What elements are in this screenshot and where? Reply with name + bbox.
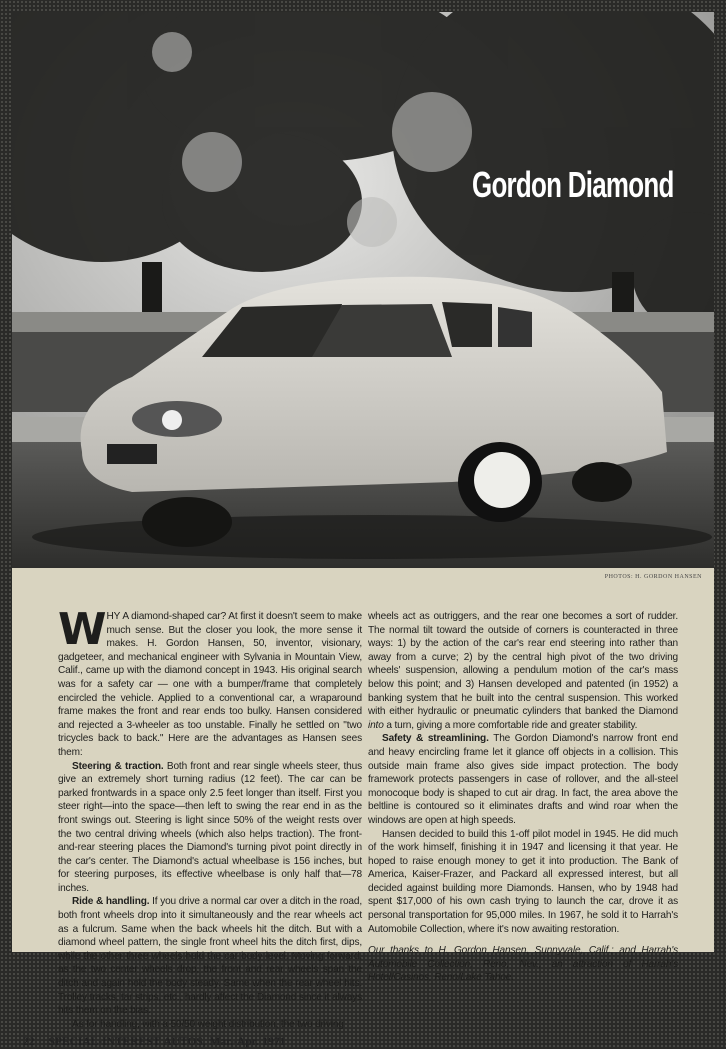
publication-line: SPECIAL-INTEREST AUTOS, Mar.-Apr. 1971 <box>48 1036 286 1049</box>
intro-text: HY A diamond-shaped car? At first it doesn't seem to make much sense. But the closer you look, the more sense it makes. H. Gordon Hansen, 50, inventor, visionary, gadgeteer, and mechanical engineer with Sylvania in Mountain View, Calif., came up with the diamond concept in 1943. His original search was for a safety car — one with a bumper/frame that completely encircled the vehicle. Applied to a conventional car, a wraparound frame makes the front and rear ends too bulky. Hansen considered and rejected a 3-wheeler as too unstable. Finally he settled on "two tricycles back to back." Here are the advantages as Hansen sees them: <box>58 611 362 758</box>
drop-cap: W <box>58 604 103 655</box>
history-paragraph: Hansen decided to build this 1-off pilot model in 1945. He did much of the work himself, finishing it in 1947 and licensing it that year. He hoped to raise enough money to get it into production. The Bank of America, Kaiser-Frazer, and Packard all expressed interest, but all decided against building more Diamonds. Hansen, who by 1948 had spent $17,000 of his own cash trying to launch the car, drove it as personal transportation for 95,000 miles. In 1967, he sold it to Harrah's Automobile Collection, where it's now awaiting restoration. <box>368 828 678 935</box>
section-heading: Ride & handling. <box>72 896 150 908</box>
page-footer <box>23 1035 362 1049</box>
safety-paragraph <box>368 732 678 827</box>
paragraph-text: Both front and rear single wheels steer, thus give an extremely short turning radius (12 feet). The car can be parked frontwards in a space only 2.5 feet longer than itself. First you steer right—into the space—then left to swing the rear end in as the front swings out. Steering is light since 50% of the weight rests over the two central driving wheels (which also helps traction). The front-and-rear steering places the Diamond's turning pivot point directly in the car's center. The Diamond's actual wheelbase is 156 inches, but for steering purposes, its effective wheelbase is only half that—78 inches. <box>58 760 362 894</box>
section-heading: Steering & traction. <box>72 760 164 772</box>
paragraph-text: a turn, giving a more comfortable ride and greater stability. <box>383 719 638 731</box>
paragraph-text: wheels act as outriggers, and the rear one becomes a sort of rudder. The normal tilt toward the outside of corners is counteracted in three ways: 1) by the action of the car's rear end steering into rather than away from a curve; 2) by the central high pivot of the two driving wheels' suspension, allowing a pendulum motion of the car's mass below this point; and 3) Hansen developed and patented (in 1952) a banking system that he built into the central suspension. This worked with either hydraulic or pneumatic cylinders that banked the Diamond <box>368 611 678 718</box>
ride-paragraph <box>58 895 362 1017</box>
article-title: Gordon Diamond <box>472 164 674 205</box>
article-column-right <box>368 610 678 985</box>
section-heading: Safety & streamlining. <box>382 733 489 745</box>
handling-paragraph: As for handling, with a 50/50 weight distribution, the two driving <box>72 1018 344 1030</box>
handling-continued <box>368 610 678 732</box>
page-number: 22 <box>23 1036 35 1049</box>
intro-paragraph <box>58 604 362 760</box>
paragraph-text: If you drive a normal car over a ditch in the road, both front wheels drop into it simultaneously and the rear wheels act as a fulcrum. Same when the back wheels hit the ditch. But with a diamond wheel pattern, the single front wheel hits the ditch first, dips, while the other three wheels hold the car body level. Moving forward, as the two center wheels drop, the front and rear wheels span the ditch and again hold the body steady. Same when the rear wheel hits. Trolley tracks, tar strips, etc., hardly affect the Diamond since it always hits them on the bias. <box>58 896 362 1017</box>
acknowledgement: Our thanks to H. Gordon Hansen, Sunnyvale, Calif.; and Harrah's Automobile Collection, Reno, Nev., an attraction of Harrah's Hotel/Casinos, Reno/Lake Tahoe. <box>368 945 678 984</box>
steering-paragraph <box>58 760 362 896</box>
article-column-left <box>23 604 362 1049</box>
magazine-page <box>12 12 714 1049</box>
emphasis: into <box>368 719 384 731</box>
car-photo <box>12 12 714 568</box>
photo-credit: PHOTOS: H. GORDON HANSEN <box>604 574 702 580</box>
paragraph-text: The Gordon Diamond's narrow front end and heavy encircling frame let it glance off objects in a collision. This outside main frame also gives side impact protection. The body framework protects passengers in case of rollover, and the all-steel monocoque body is shaped to cut air drag. In fact, the area above the beltline is contoured so it eliminates drafts and wind roar when the windows are open at high speeds. <box>368 733 678 826</box>
